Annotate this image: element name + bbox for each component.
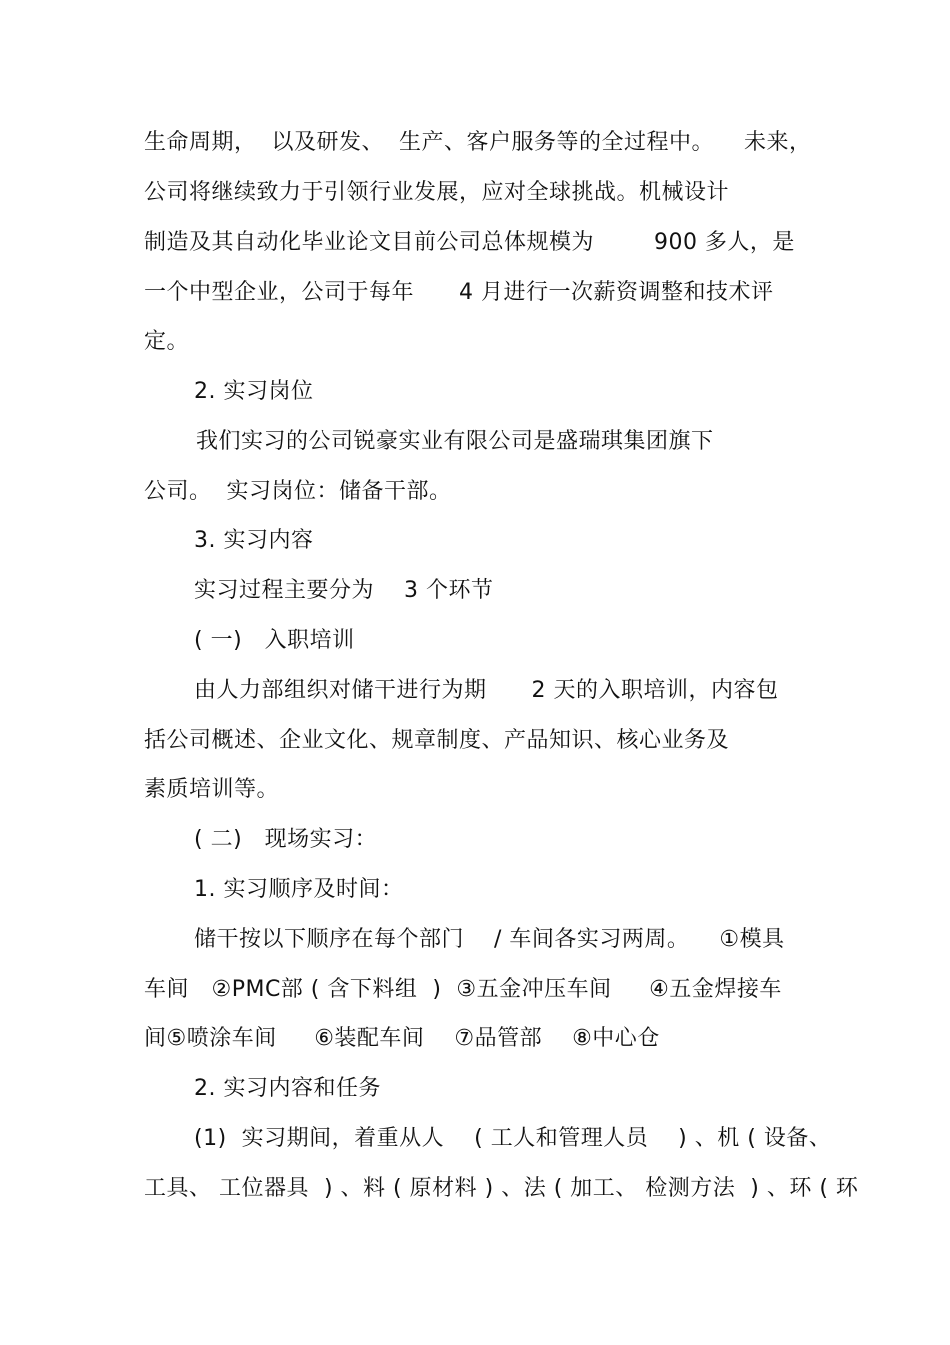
subsection-heading: ( 一) 入职培训 xyxy=(194,628,355,653)
section-heading: 2. 实习岗位 xyxy=(194,379,314,404)
text-line: 制造及其自动化毕业论文目前公司总体规模为 900 多人，是 xyxy=(144,230,795,255)
text-line: 一个中型企业，公司于每年 4 月进行一次薪资调整和技术评 xyxy=(144,280,774,305)
subsection-heading: ( 二) 现场实习： xyxy=(194,827,378,852)
text-line: 括公司概述、企业文化、规章制度、产品知识、核心业务及 xyxy=(144,728,730,753)
text-line: 素质培训等。 xyxy=(144,777,280,802)
section-heading: 3. 实习内容 xyxy=(194,528,314,553)
text-line: 我们实习的公司锐豪实业有限公司是盛瑞琪集团旗下 xyxy=(196,429,714,454)
text-line: 公司将继续致力于引领行业发展，应对全球挑战。机械设计 xyxy=(144,180,730,205)
text-line: 定。 xyxy=(144,329,190,354)
text-line: 间⑤喷涂车间 ⑥装配车间 ⑦品管部 ⑧中心仓 xyxy=(144,1026,660,1051)
text-line: (1) 实习期间，着重从人 ( 工人和管理人员 ) 、机 ( 设备、 xyxy=(194,1126,832,1151)
text-line: 工具、 工位器具 ) 、料 ( 原材料 ) 、法 ( 加工、 检测方法 ) 、环 ( 环 xyxy=(144,1176,859,1201)
text-line: 由人力部组织对储干进行为期 2 天的入职培训，内容包 xyxy=(194,678,779,703)
text-line: 实习过程主要分为 3 个环节 xyxy=(194,578,494,603)
text-line: 车间 ②PMC部 ( 含下料组 ) ③五金冲压车间 ④五金焊接车 xyxy=(144,977,782,1002)
text-line: 生命周期， 以及研发、 生产、客户服务等的全过程中。 未来， xyxy=(144,130,812,155)
section-heading: 1. 实习顺序及时间： xyxy=(194,877,404,902)
text-line: 储干按以下顺序在每个部门 / 车间各实习两周。 ①模具 xyxy=(194,927,785,952)
section-heading: 2. 实习内容和任务 xyxy=(194,1076,381,1101)
text-line: 公司。 实习岗位：储备干部。 xyxy=(144,479,452,504)
